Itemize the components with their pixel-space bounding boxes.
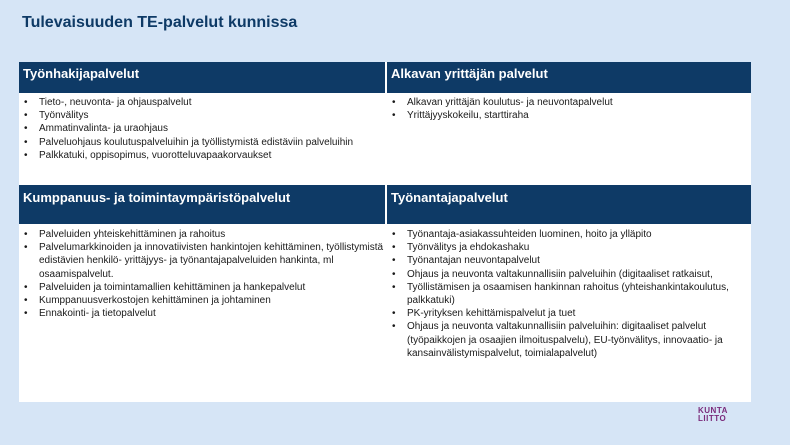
bullet-list [19,224,385,320]
list-item: • Palveluiden yhteiskehittäminen ja rahoitus [39,228,385,241]
list-item: • Tieto-, neuvonta- ja ohjauspalvelut [39,96,385,109]
panel-heading: Työnhakijapalvelut [19,62,385,93]
panel-starting-entrepreneur-services [387,62,751,122]
bullet-list [387,224,751,360]
list-item: • Alkavan yrittäjän koulutus- ja neuvontapalvelut [407,96,751,109]
list-item: • Työnantaja-asiakassuhteiden luominen, hoito ja ylläpito [407,228,751,241]
list-item: • Yrittäjyyskokeilu, starttiraha [407,109,751,122]
list-item: • Työnantajan neuvontapalvelut [407,254,751,267]
list-item: • Kumppanuusverkostojen kehittäminen ja johtaminen [39,294,385,307]
bullet-list [19,93,385,162]
list-item: • Työnvälitys ja ehdokashaku [407,241,751,254]
panel-partnership-services [19,185,385,320]
list-item: • Palveluiden ja toimintamallien kehittäminen ja hankepalvelut [39,281,385,294]
kuntaliitto-logo [698,407,728,423]
panel-heading: Kumppanuus- ja toimintaympäristöpalvelut [19,185,385,224]
logo-line: KUNTA [698,406,728,415]
list-item: • Palkkatuki, oppisopimus, vuorotteluvapaakorvaukset [39,149,385,162]
page-title: Tulevaisuuden TE-palvelut kunnissa [22,14,298,31]
bullet-list [387,93,751,122]
list-item: • Ohjaus ja neuvonta valtakunnallisiin palveluihin: digitaaliset palvelut (työpaikkojen ja osaajien ilmoituspalvelu), EU-työnvälitys, innovaatio- ja kansainvälistymispalvelut, toimialapalvelut) [407,320,751,360]
panel-heading: Alkavan yrittäjän palvelut [387,62,751,93]
list-item: • Palvelumarkkinoiden ja innovatiivisten hankintojen kehittäminen, työllistymistä edistävien henkilö- yrittäjyys- ja työnantajapalveluiden hankinta, ml osaamispalvelut. [39,241,385,281]
logo-line: LIITTO [698,414,727,423]
list-item: • Ammatinvalinta- ja uraohjaus [39,122,385,135]
panel-heading: Työnantajapalvelut [387,185,751,224]
list-item: • Palveluohjaus koulutuspalveluihin ja työllistymistä edistäviin palveluihin [39,136,385,149]
list-item: • PK-yrityksen kehittämispalvelut ja tuet [407,307,751,320]
list-item: • Työllistämisen ja osaamisen hankinnan rahoitus (yhteishankintakoulutus, palkkatuki) [407,281,751,307]
panel-job-seeker-services [19,62,385,162]
services-grid [19,62,751,402]
list-item: • Työnvälitys [39,109,385,122]
list-item: • Ohjaus ja neuvonta valtakunnallisiin palveluihin (digitaaliset ratkaisut, [407,268,751,281]
panel-employer-services [387,185,751,360]
list-item: • Ennakointi- ja tietopalvelut [39,307,385,320]
